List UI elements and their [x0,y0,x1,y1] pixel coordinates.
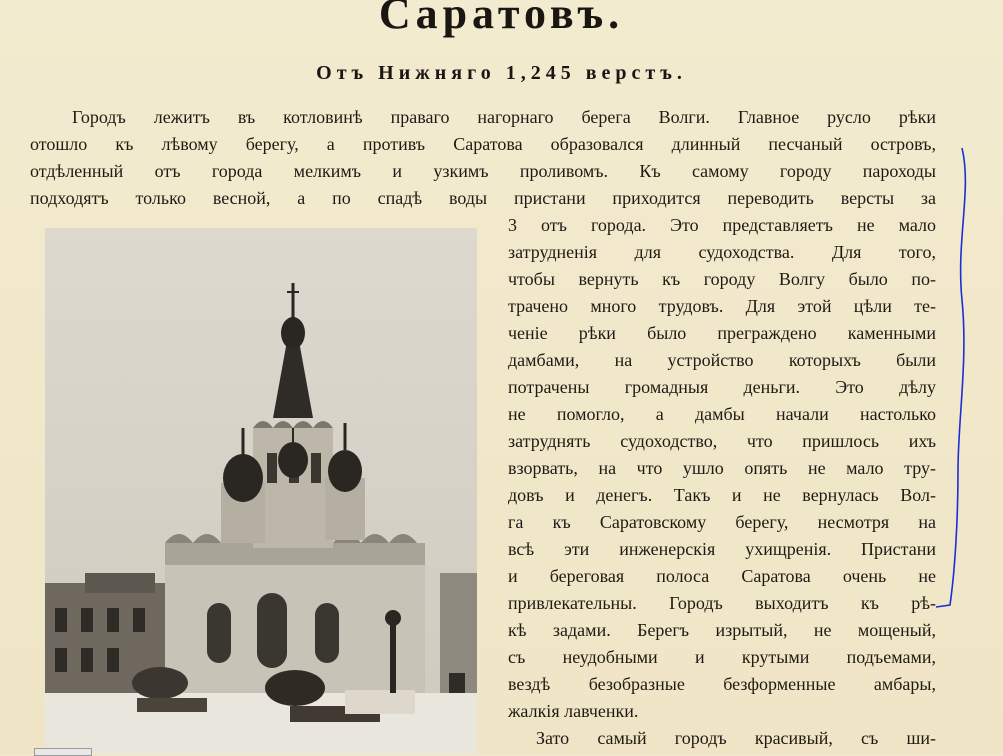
text-line: довъ и денегъ. Такъ и не вернулась Вол- [508,485,936,505]
text-line: кѣ задами. Берегъ изрытый, не мощеный, [508,620,936,640]
text-line: га къ Саратовскому берегу, несмотря на [508,512,936,532]
text-line: отдѣленный отъ города мелкимъ и узкимъ проливомъ. Къ самому городу пароходы [30,161,936,181]
text-line: вездѣ безобразные безформенные амбары, [508,674,936,694]
text-line: 3 отъ города. Это представляетъ не мало [508,215,936,235]
text-line: чтобы вернуть къ городу Волгу было по- [508,269,936,289]
text-line: затрудненія для судоходства. Для того, [508,242,936,262]
page-subtitle: Отъ Нижняго 1,245 верстъ. [316,62,687,84]
text-line: затруднять судоходство, что пришлось ихъ [508,431,936,451]
text-line: ченіе рѣки было преграждено каменными [508,323,936,343]
text-line: всѣ эти инженерскія ухищренія. Пристани [508,539,936,559]
text-line: потрачены громадныя деньги. Это дѣлу [508,377,936,397]
text-line: жалкія лавченки. [508,701,639,721]
text-line: съ неудобными и крутыми подъемами, [508,647,936,667]
text-line: привлекательны. Городъ выходитъ къ рѣ- [508,593,936,613]
text-line: дамбами, на устройство которыхъ были [508,350,936,370]
viewer-tab[interactable] [34,748,92,756]
text-line: отошло къ лѣвому берегу, а противъ Саратова образовался длинный песчаный островъ, [30,134,936,154]
page-title: Саратовъ. [378,0,625,38]
text-line: трачено много трудовъ. Для этой цѣли те- [508,296,936,316]
text-line: Городъ лежитъ въ котловинѣ праваго нагорнаго берега Волги. Главное русло рѣки [72,107,936,127]
text-line: взорвать, на что ушло опять не мало тру- [508,458,936,478]
text-line: Зато самый городъ красивый, съ ши- [536,728,936,748]
text-line: и береговая полоса Саратова очень не [508,566,936,586]
text-line: подходятъ только весной, а по спадѣ воды пристани приходится переводить версты за [30,188,936,208]
text-line: не помогло, а дамбы начали настолько [508,404,936,424]
